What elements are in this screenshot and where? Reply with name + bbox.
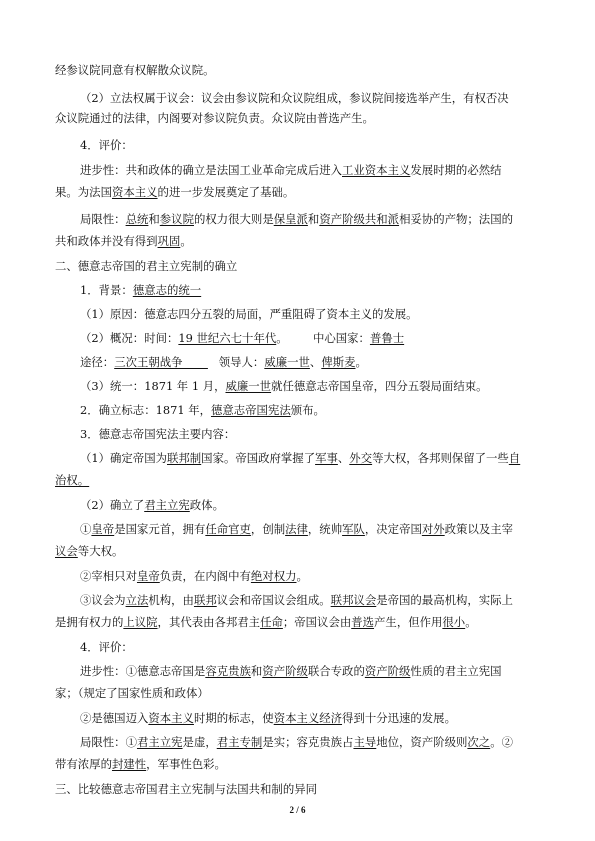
text-line — [80, 639, 133, 655]
text-segment: 产生，但作用 — [374, 615, 443, 629]
text-line — [55, 543, 123, 559]
underlined-term: 巩固 — [157, 234, 181, 248]
text-segment: ，统帅 — [307, 522, 343, 536]
text-line — [55, 62, 214, 78]
text-segment: （1）原因：德意志四分五裂的局面，严重阻碍了资本主义的发展。 — [80, 307, 418, 321]
text-segment: 。② — [490, 735, 513, 749]
text-line — [80, 710, 456, 726]
underlined-term: 保皇派 — [273, 212, 308, 226]
text-segment: 和 — [148, 212, 160, 226]
text-segment: 、 — [309, 355, 322, 369]
text-segment: 议会和帝国议会组成。 — [216, 593, 331, 607]
underlined-term: 外交 — [349, 451, 373, 465]
text-line — [55, 614, 477, 630]
text-segment: 。 — [465, 615, 477, 629]
text-segment: 。 — [296, 569, 308, 583]
text-segment: 4．评价： — [80, 640, 133, 654]
text-line — [55, 756, 226, 772]
text-segment: （2）立法权属于议会：议会由参议院和众议院组成，参议院间接选举产生，有权否决 — [80, 91, 509, 105]
text-segment: 众议院通过的法律，内阁要对参议院负责。众议院由普选产生。 — [55, 111, 374, 125]
text-line — [80, 592, 513, 608]
text-segment: （1）确定帝国为 — [80, 451, 167, 465]
underlined-term: 19 世纪六七十年代 — [178, 331, 277, 345]
text-segment: 和 — [250, 664, 263, 678]
text-line — [55, 472, 89, 488]
text-segment: 局限性：① — [80, 735, 137, 749]
text-segment: 性质的君主立宪国 — [410, 664, 502, 678]
text-line — [55, 233, 192, 249]
underlined-term: 议会 — [55, 544, 78, 558]
underlined-term: 主导 — [353, 735, 377, 749]
text-segment: 是帝国的最高机构，实际上 — [376, 593, 513, 607]
text-segment: （2）确立了 — [80, 498, 145, 512]
text-line — [80, 426, 235, 442]
text-line — [55, 258, 237, 274]
underlined-term: 封建性 — [111, 757, 147, 771]
text-segment: ；帝国议会由 — [282, 615, 352, 629]
underlined-term: 资产阶级共和派 — [319, 212, 400, 226]
underlined-term: 联邦议会 — [330, 593, 377, 607]
text-segment: 领导人： — [207, 355, 265, 369]
text-segment: 政体。 — [189, 498, 224, 512]
text-segment: ②是德国迈入 — [80, 711, 149, 725]
text-segment: 地位，资产阶级则 — [376, 735, 468, 749]
underlined-term: 军事 — [315, 451, 338, 465]
text-segment: ②宰相只对 — [80, 569, 137, 583]
text-segment: 时期的标志，使 — [193, 711, 274, 725]
underlined-term: 普选 — [351, 615, 375, 629]
underlined-term: 君主专制 — [216, 735, 263, 749]
text-segment: ，军事性色彩。 — [146, 757, 226, 771]
text-line — [80, 450, 520, 466]
page-number: 2 / 6 — [289, 805, 306, 815]
text-line — [55, 781, 317, 797]
text-segment: 。 中心国家： — [276, 331, 370, 345]
text-segment: 进步性：①德意志帝国是 — [80, 664, 206, 678]
text-segment: 是实；容克贵族占 — [262, 735, 354, 749]
underlined-term: 立法 — [125, 593, 149, 607]
text-line — [80, 402, 325, 418]
text-segment: （2）概况：时间： — [80, 331, 179, 345]
text-line — [80, 162, 502, 178]
text-line — [55, 685, 209, 701]
text-segment: 。 — [355, 355, 367, 369]
text-segment: 联合专政的 — [307, 664, 365, 678]
text-segment: 途径： — [80, 355, 115, 369]
text-segment: 家；（规定了国家性质和政体） — [55, 686, 209, 700]
underlined-term: 资本主义经济 — [273, 711, 343, 725]
underlined-term: 资产阶级 — [262, 664, 308, 678]
text-segment: 。 — [180, 234, 192, 248]
text-segment: 等大权。 — [77, 544, 124, 558]
underlined-term: 德意志帝国宪法 — [210, 403, 291, 417]
underlined-term: 资本主义 — [148, 711, 194, 725]
text-line — [80, 354, 367, 370]
underlined-term: 普鲁士 — [369, 331, 405, 345]
underlined-term: 资产阶级 — [364, 664, 411, 678]
text-segment: ，创制 — [250, 522, 286, 536]
underlined-term: 总统 — [125, 212, 149, 226]
text-segment: 局限性： — [80, 212, 126, 226]
text-segment: 得到十分迅速的发展。 — [342, 711, 456, 725]
text-segment: 4．评价： — [80, 138, 133, 152]
underlined-term: 联邦制 — [166, 451, 202, 465]
text-segment: ③议会为 — [80, 593, 126, 607]
underlined-term: 次之 — [467, 735, 491, 749]
underlined-term: 绝对权力 — [250, 569, 297, 583]
underlined-term: 德意志的统一 — [132, 283, 202, 297]
text-segment: ，决定帝国 — [364, 522, 422, 536]
text-segment: 经参议院同意有权解散众议院。 — [55, 63, 215, 77]
text-line — [80, 306, 418, 322]
text-segment: （3）统一：1871 年 1 月， — [80, 379, 226, 393]
text-segment: 2．确立标志：1871 年， — [80, 403, 211, 417]
underlined-term: 俾斯麦 — [321, 355, 356, 369]
text-segment: 负责，在内阁中有 — [159, 569, 251, 583]
text-line — [80, 521, 513, 537]
text-segment: 果。为法国 — [55, 185, 112, 199]
text-line — [80, 137, 133, 153]
underlined-term: 参议院 — [159, 212, 194, 226]
text-segment: 就任德意志帝国皇帝，四分五裂局面结束。 — [271, 379, 488, 393]
text-segment: 政策以及主宰 — [444, 522, 514, 536]
underlined-term: 治权。 — [55, 473, 90, 487]
text-segment: 等大权，各邦则保留了一些 — [372, 451, 509, 465]
text-segment: 是虚， — [182, 735, 217, 749]
underlined-term: 皇帝 — [136, 569, 160, 583]
underlined-term: 君主立宪 — [136, 735, 183, 749]
text-segment: 是国家元首，拥有 — [114, 522, 206, 536]
text-segment: 、 — [337, 451, 350, 465]
underlined-term: 上议院 — [123, 615, 158, 629]
text-segment: 1．背景： — [80, 283, 133, 297]
text-segment: 三、比较德意志帝国君主立宪制与法国共和制的异同 — [55, 782, 317, 796]
text-segment: 相妥协的产物；法国的 — [399, 212, 513, 226]
underlined-term: 皇帝 — [91, 522, 115, 536]
text-line — [80, 90, 509, 106]
underlined-term: 资本主义 — [111, 185, 158, 199]
text-segment: 二、德意志帝国的君主立宪制的确立 — [55, 259, 238, 273]
text-line — [80, 282, 201, 298]
text-line — [80, 663, 502, 679]
underlined-term: 联邦 — [193, 593, 217, 607]
text-line — [80, 330, 404, 346]
underlined-term: 任命 — [260, 615, 283, 629]
text-line — [80, 211, 513, 227]
underlined-term: 法律 — [285, 522, 308, 536]
text-segment: 和 — [307, 212, 320, 226]
text-line — [80, 378, 488, 394]
text-segment: 是拥有权力的 — [55, 615, 124, 629]
underlined-term: 容克贵族 — [205, 664, 251, 678]
underlined-term: 工业资本主义 — [342, 163, 411, 177]
underlined-term: 对外 — [421, 522, 445, 536]
underlined-term: 威廉一世 — [264, 355, 310, 369]
text-segment: 的权力很大则是 — [193, 212, 274, 226]
text-segment: ① — [80, 522, 92, 536]
text-segment: 共和政体并没有得到 — [55, 234, 158, 248]
underlined-term: 军队 — [342, 522, 365, 536]
text-line — [80, 734, 513, 750]
text-line — [80, 568, 308, 584]
text-line — [80, 497, 224, 513]
text-line — [55, 110, 374, 126]
underlined-term: 任命官吏 — [205, 522, 251, 536]
underlined-term: 很小 — [442, 615, 466, 629]
text-segment: 的进一步发展奠定了基础。 — [157, 185, 295, 199]
text-line — [55, 184, 294, 200]
text-segment: 带有浓厚的 — [55, 757, 112, 771]
underlined-term: 威廉一世 — [225, 379, 272, 393]
underlined-term: 自 — [508, 451, 521, 465]
text-segment: ，其代表由各邦君主 — [157, 615, 261, 629]
text-segment: 发展时期的必然结 — [410, 163, 502, 177]
text-segment: 颁布。 — [290, 403, 325, 417]
text-segment: 国家。帝国政府掌握了 — [201, 451, 316, 465]
text-segment: 进步性：共和政体的确立是法国工业革命完成后进入 — [80, 163, 342, 177]
underlined-term: 三次王朝战争 — [114, 355, 208, 369]
underlined-term: 君主立宪 — [144, 498, 190, 512]
text-segment: 机构，由 — [148, 593, 194, 607]
text-segment: 3．德意志帝国宪法主要内容： — [80, 427, 236, 441]
